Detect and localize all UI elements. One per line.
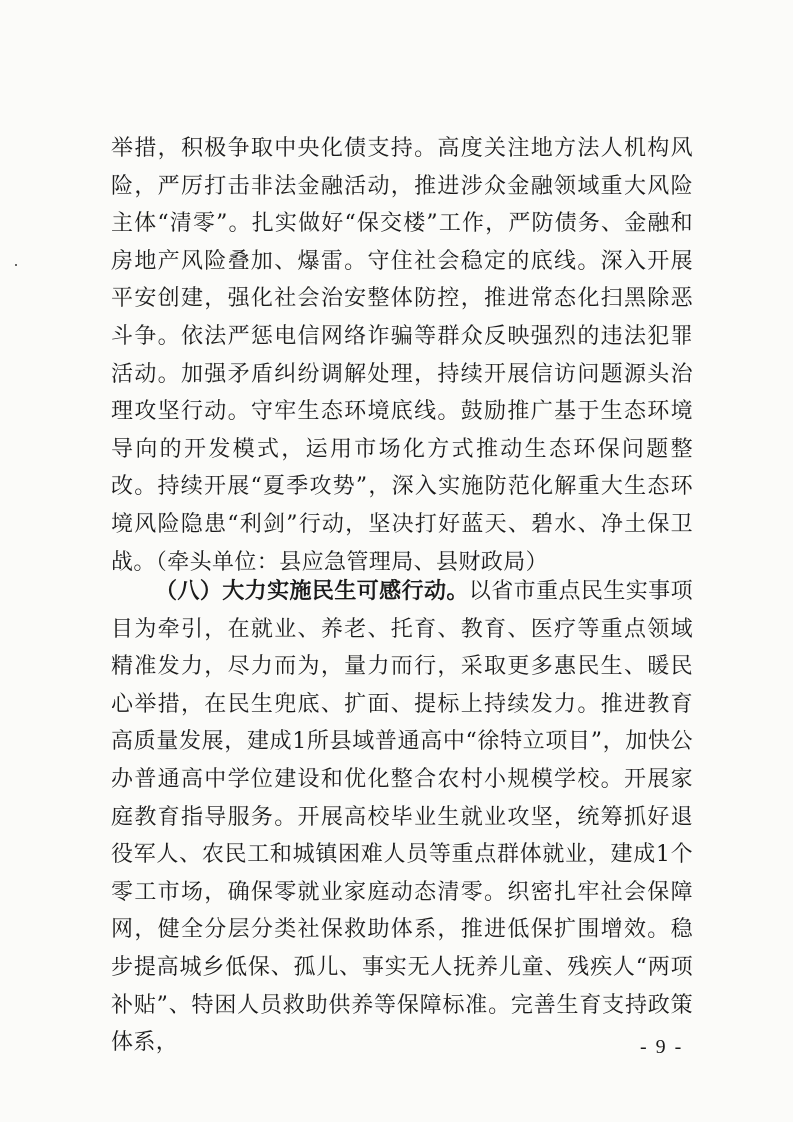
scan-mark [15, 264, 17, 266]
body-paragraph-1: 举措，积极争取中央化债支持。高度关注地方法人机构风险，严厉打击非法金融活动，推进涉众金融领域重大风险主体“清零”。扎实做好“保交楼”工作，严防债务、金融和房地产风险叠加、爆雷。守住社会稳定的底线。深入开展平安创建，强化社会治安整体防控，推进常态化扫黑除恶斗争。依法严惩电信网络诈骗等群众反映强烈的违法犯罪活动。加强矛盾纠纷调解处理，持续开展信访问题源头治理攻坚行动。守牢生态环境底线。鼓励推广基于生态环境导向的开发模式，运用市场化方式推动生态环保问题整改。持续开展“夏季攻势”，深入实施防范化解重大生态环境风险隐患“利剑”行动，坚决打好蓝天、碧水、净土保卫战。（牵头单位：县应急管理局、县财政局） [111, 136, 693, 575]
section-body: 以省市重点民生实事项目为牵引，在就业、养老、托育、教育、医疗等重点领域精准发力，尽力而为，量力而行，采取更多惠民生、暖民心举措，在民生兜底、扩面、提标上持续发力。推进教育高质量发展，建成1所县域普通高中“徐特立项目”，加快公办普通高中学位建设和优化整合农村小规模学校。开展家庭教育指导服务。开展高校毕业生就业攻坚，统筹抓好退役军人、农民工和城镇困难人员等重点群体就业，建成1个零工市场，确保零就业家庭动态清零。织密扎牢社会保障网，健全分层分类社保救助体系，推进低保扩围增效。稳步提高城乡低保、孤儿、事实无人抚养儿童、残疾人“两项补贴”、特困人员救助供养等保障标准。完善生育支持政策体系， [111, 579, 693, 1056]
body-paragraph-2 [111, 573, 693, 1062]
page-number: - 9 - [640, 1036, 684, 1058]
section-heading: （八）大力实施民生可感行动。 [155, 578, 469, 604]
